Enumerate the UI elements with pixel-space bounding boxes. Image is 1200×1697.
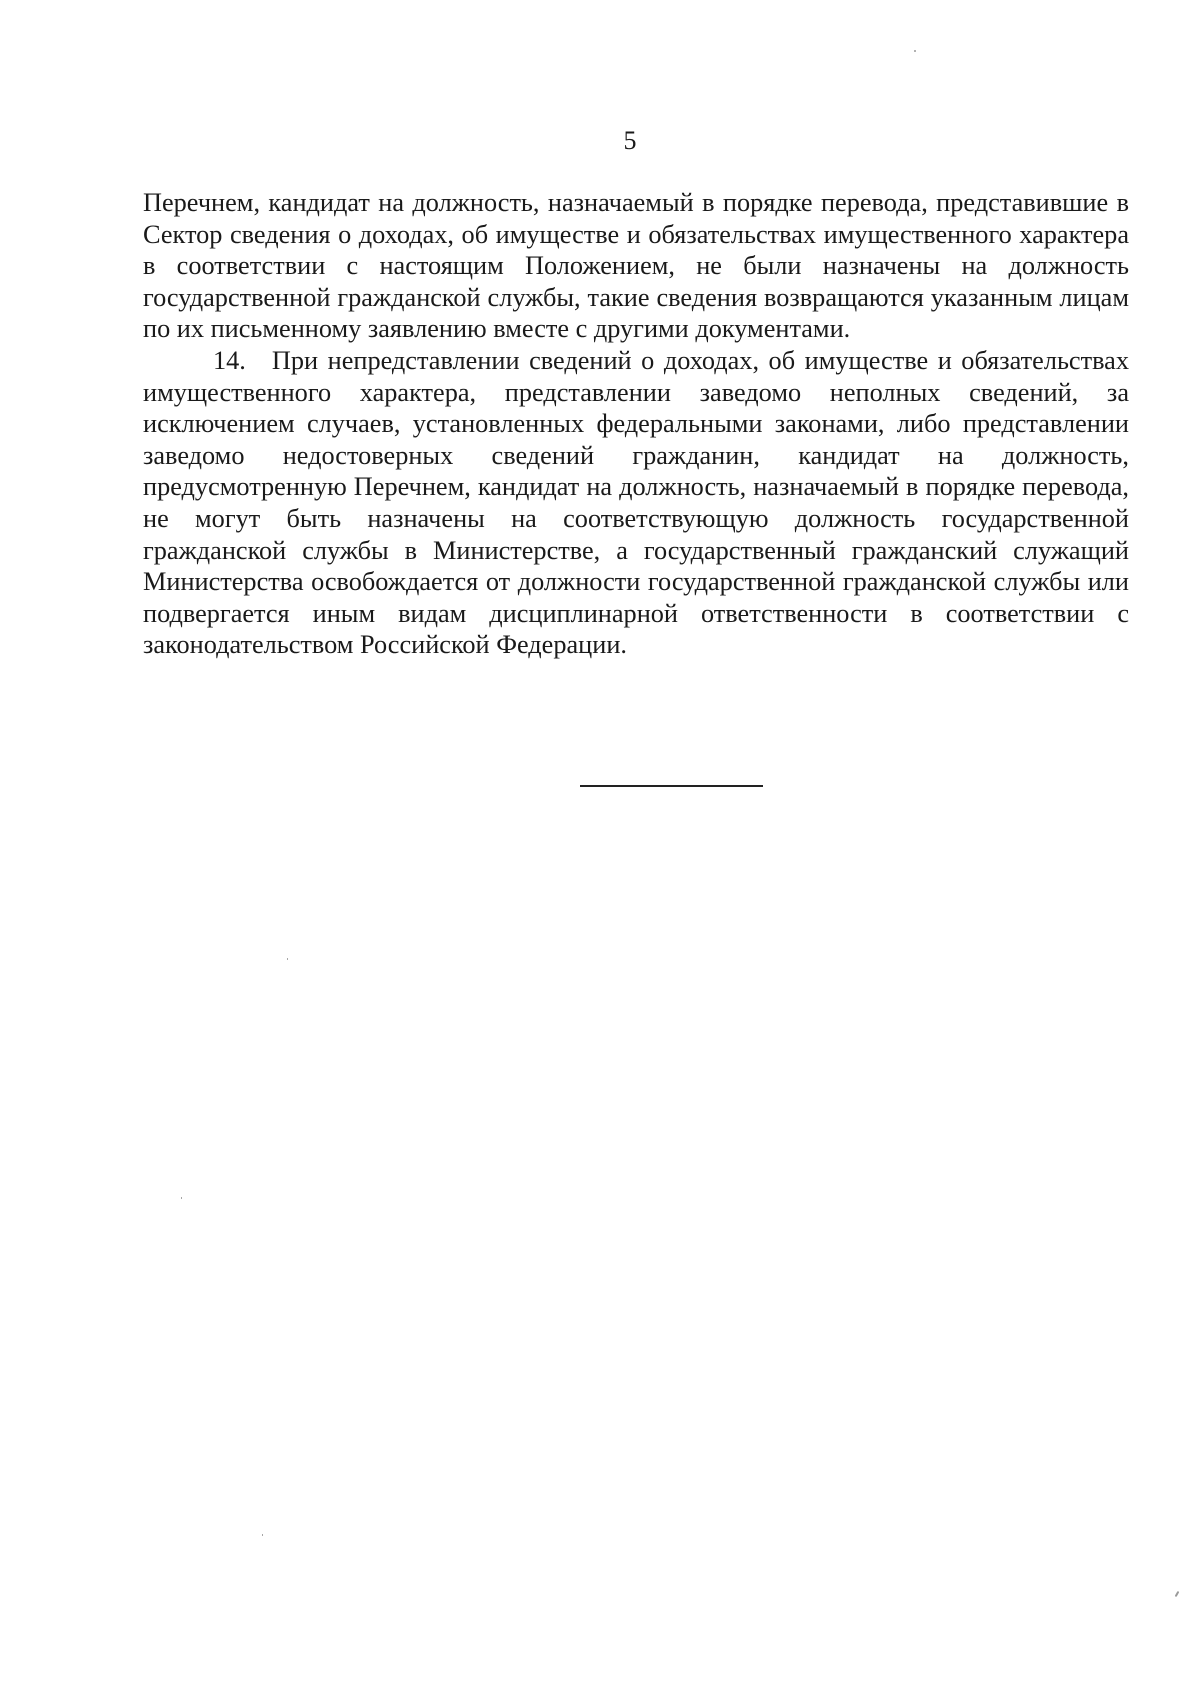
page-number: 5 [623, 126, 637, 155]
paragraph-14 [143, 345, 1129, 661]
paragraph-number: 14. [213, 345, 246, 375]
scan-speck [262, 1534, 263, 1536]
scan-speck [1175, 1591, 1180, 1597]
paragraph-text: При непредставлении сведений о доходах, об имуществе и обязательствах имущественного характера, представлении заведомо неполных сведений, за исключением случаев, установленных федеральными законами, либо представлении заведомо недостоверных сведений гражданин, кандидат на должность, предусмотренную Перечнем, кандидат на должность, назначаемый в порядке перевода, не могут быть назначены на соответствующую должность государственной гражданской службы в Министерстве, а государственный гражданский служащий Министерства освобождается от должности государственной гражданской службы или подвергается иным видам дисциплинарной ответственности в соответствии с законодательством Российской Федерации. [143, 345, 1129, 660]
scan-speck [181, 1197, 182, 1199]
paragraph-text: Перечнем, кандидат на должность, назначаемый в порядке перевода, представившие в Сектор сведения о доходах, об имуществе и обязательствах имущественного характера в соответствии с настоящим Положением, не были назначены на должность государственной гражданской службы, такие сведения возвращаются указанным лицам по их письменному заявлению вместе с другими документами. [143, 188, 1129, 344]
paragraph-continuation [143, 187, 1129, 345]
scan-speck [914, 50, 916, 52]
end-of-text-rule [580, 785, 763, 787]
document-body [143, 187, 1129, 661]
scan-speck [287, 958, 288, 960]
